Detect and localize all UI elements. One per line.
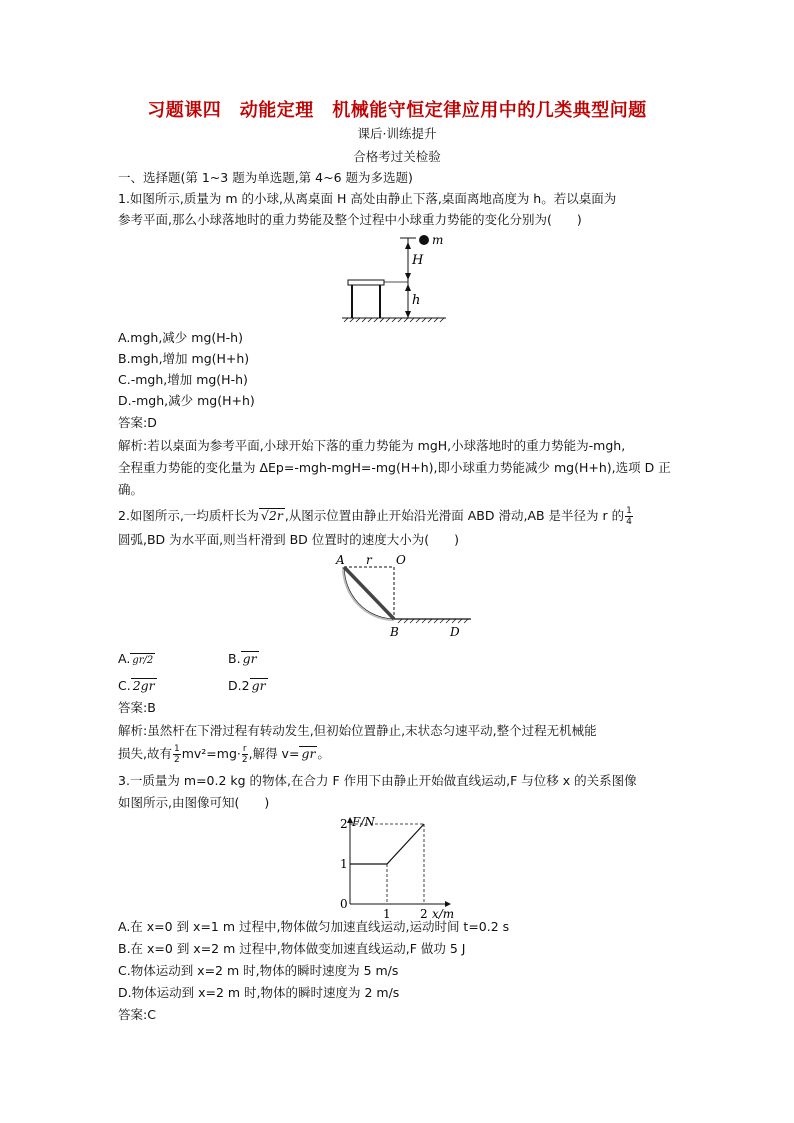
q2-analysis-result: gr: [301, 746, 316, 761]
q2-option-b-value: gr: [242, 651, 257, 666]
table-top: [348, 280, 384, 285]
label-O: O: [396, 553, 406, 567]
q2-option-d[interactable]: [228, 676, 268, 696]
q1-figure: [340, 232, 450, 324]
x-tick-label: 1: [383, 907, 391, 920]
q2-option-d-label: D.2: [228, 678, 250, 693]
label-h: h: [412, 293, 421, 308]
q1-stem-line1: 1.如图所示,质量为 m 的小球,从离桌面 H 高处由静止下落,桌面离地高度为 h。若以桌面为: [118, 191, 617, 206]
q2-option-a[interactable]: [118, 649, 155, 669]
q2-analysis-line2: [118, 744, 330, 765]
subtitle-after-class: 课后·训练提升: [357, 126, 437, 141]
y-axis-label: F/N: [352, 815, 375, 829]
uniform-rod: [344, 567, 394, 619]
q2-stem-text-a: 2.如图所示,一均质杆长为: [118, 508, 259, 523]
y-tick-label: 0: [340, 897, 348, 911]
section-heading: 一、选择题(第 1~3 题为单选题,第 4~6 题为多选题): [118, 170, 413, 185]
q2-length-expr: √2r: [260, 508, 283, 523]
q2-analysis-line1: 解析:虽然杆在下滑过程有转动发生,但初始位置静止,末状态匀速平动,整个过程无机械能: [118, 723, 597, 738]
q2-analysis-text-d: 。: [317, 746, 330, 761]
q3-option-c[interactable]: C.物体运动到 x=2 m 时,物体的瞬时速度为 5 m/s: [118, 963, 399, 978]
q2-analysis-text-a: 损失,故有: [118, 746, 172, 761]
q2-half-fraction: $\frac{1}{2}$: [173, 744, 180, 765]
q2-stem-line2: 圆弧,BD 为水平面,则当杆滑到 BD 位置时的速度大小为( ): [118, 532, 460, 547]
q3-option-a[interactable]: A.在 x=0 到 x=1 m 过程中,物体做匀加速直线运动,运动时间 t=0.2 s: [118, 919, 510, 934]
label-D: D: [450, 625, 460, 639]
q2-figure: [326, 553, 476, 641]
q2-r-half-fraction: $\frac{r}{2}$: [241, 744, 248, 765]
label-m: m: [432, 233, 444, 247]
q1-analysis-line1: 解析:若以桌面为参考平面,小球开始下落的重力势能为 mgH,小球落地时的重力势能为-mgh,: [118, 438, 626, 453]
q1-option-d[interactable]: D.-mgh,减少 mg(H+h): [118, 393, 255, 408]
q2-option-b[interactable]: [228, 649, 259, 669]
q3-answer: 答案:C: [118, 1007, 156, 1022]
q2-option-c-value: 2gr: [132, 678, 155, 693]
label-H: H: [412, 253, 424, 268]
subtitle-qualification: 合格考过关检验: [353, 149, 441, 164]
q1-option-b[interactable]: B.mgh,增加 mg(H+h): [118, 351, 250, 366]
q3-option-b[interactable]: B.在 x=0 到 x=2 m 过程中,物体做变加速直线运动,F 做功 5 J: [118, 941, 466, 956]
q2-stem-line1: [118, 506, 634, 527]
label-A: A: [336, 553, 345, 567]
q2-option-a-value: gr/2: [132, 655, 154, 666]
q1-option-a[interactable]: A.mgh,减少 mg(H-h): [118, 330, 243, 345]
q3-stem-line2: 如图所示,由图像可知( ): [118, 795, 270, 810]
q2-option-c[interactable]: [118, 676, 157, 696]
label-B: B: [390, 625, 399, 639]
page-title: 习题课四 动能定理 机械能守恒定律应用中的几类典型问题: [147, 100, 647, 121]
q2-option-d-value: gr: [251, 678, 266, 693]
label-r: r: [366, 553, 372, 567]
q3-option-d[interactable]: D.物体运动到 x=2 m 时,物体的瞬时速度为 2 m/s: [118, 985, 400, 1000]
q2-answer: 答案:B: [118, 700, 156, 715]
force-series-line: [350, 824, 424, 864]
y-tick-label: 1: [340, 857, 348, 871]
x-tick-label: 2: [420, 907, 428, 920]
q2-option-b-label: B.: [228, 651, 241, 666]
q1-answer: 答案:D: [118, 415, 157, 430]
x-axis-label: x/m: [432, 907, 455, 920]
q1-analysis-line3: 确。: [118, 482, 144, 497]
q1-analysis-line2: 全程重力势能的变化量为 ΔEp=-mgh-mgH=-mg(H+h),即小球重力势能减少 mg(H+h),选项 D 正: [118, 460, 671, 475]
q2-option-a-label: A.: [118, 651, 131, 666]
q2-stem-text-b: ,从图示位置由静止开始沿光滑面 ABD 滑动,AB 是半径为 r 的: [284, 508, 625, 523]
q1-option-c[interactable]: C.-mgh,增加 mg(H-h): [118, 372, 248, 387]
q2-option-c-label: C.: [118, 678, 131, 693]
q2-analysis-text-c: ,解得 v=: [248, 746, 300, 761]
ball-icon: [419, 235, 429, 245]
y-tick-label: 2: [340, 817, 348, 831]
q2-quarter-fraction: $\frac{1}{4}$: [626, 506, 632, 527]
q3-stem-line1: 3.一质量为 m=0.2 kg 的物体,在合力 F 作用下由静止开始做直线运动,F 与位移 x 的关系图像: [118, 773, 637, 788]
q2-analysis-text-b: mv²=mg·: [181, 746, 241, 761]
q1-stem-line2: 参考平面,那么小球落地时的重力势能及整个过程中小球重力势能的变化分别为( ): [118, 212, 582, 227]
q3-force-displacement-chart: [326, 812, 466, 920]
